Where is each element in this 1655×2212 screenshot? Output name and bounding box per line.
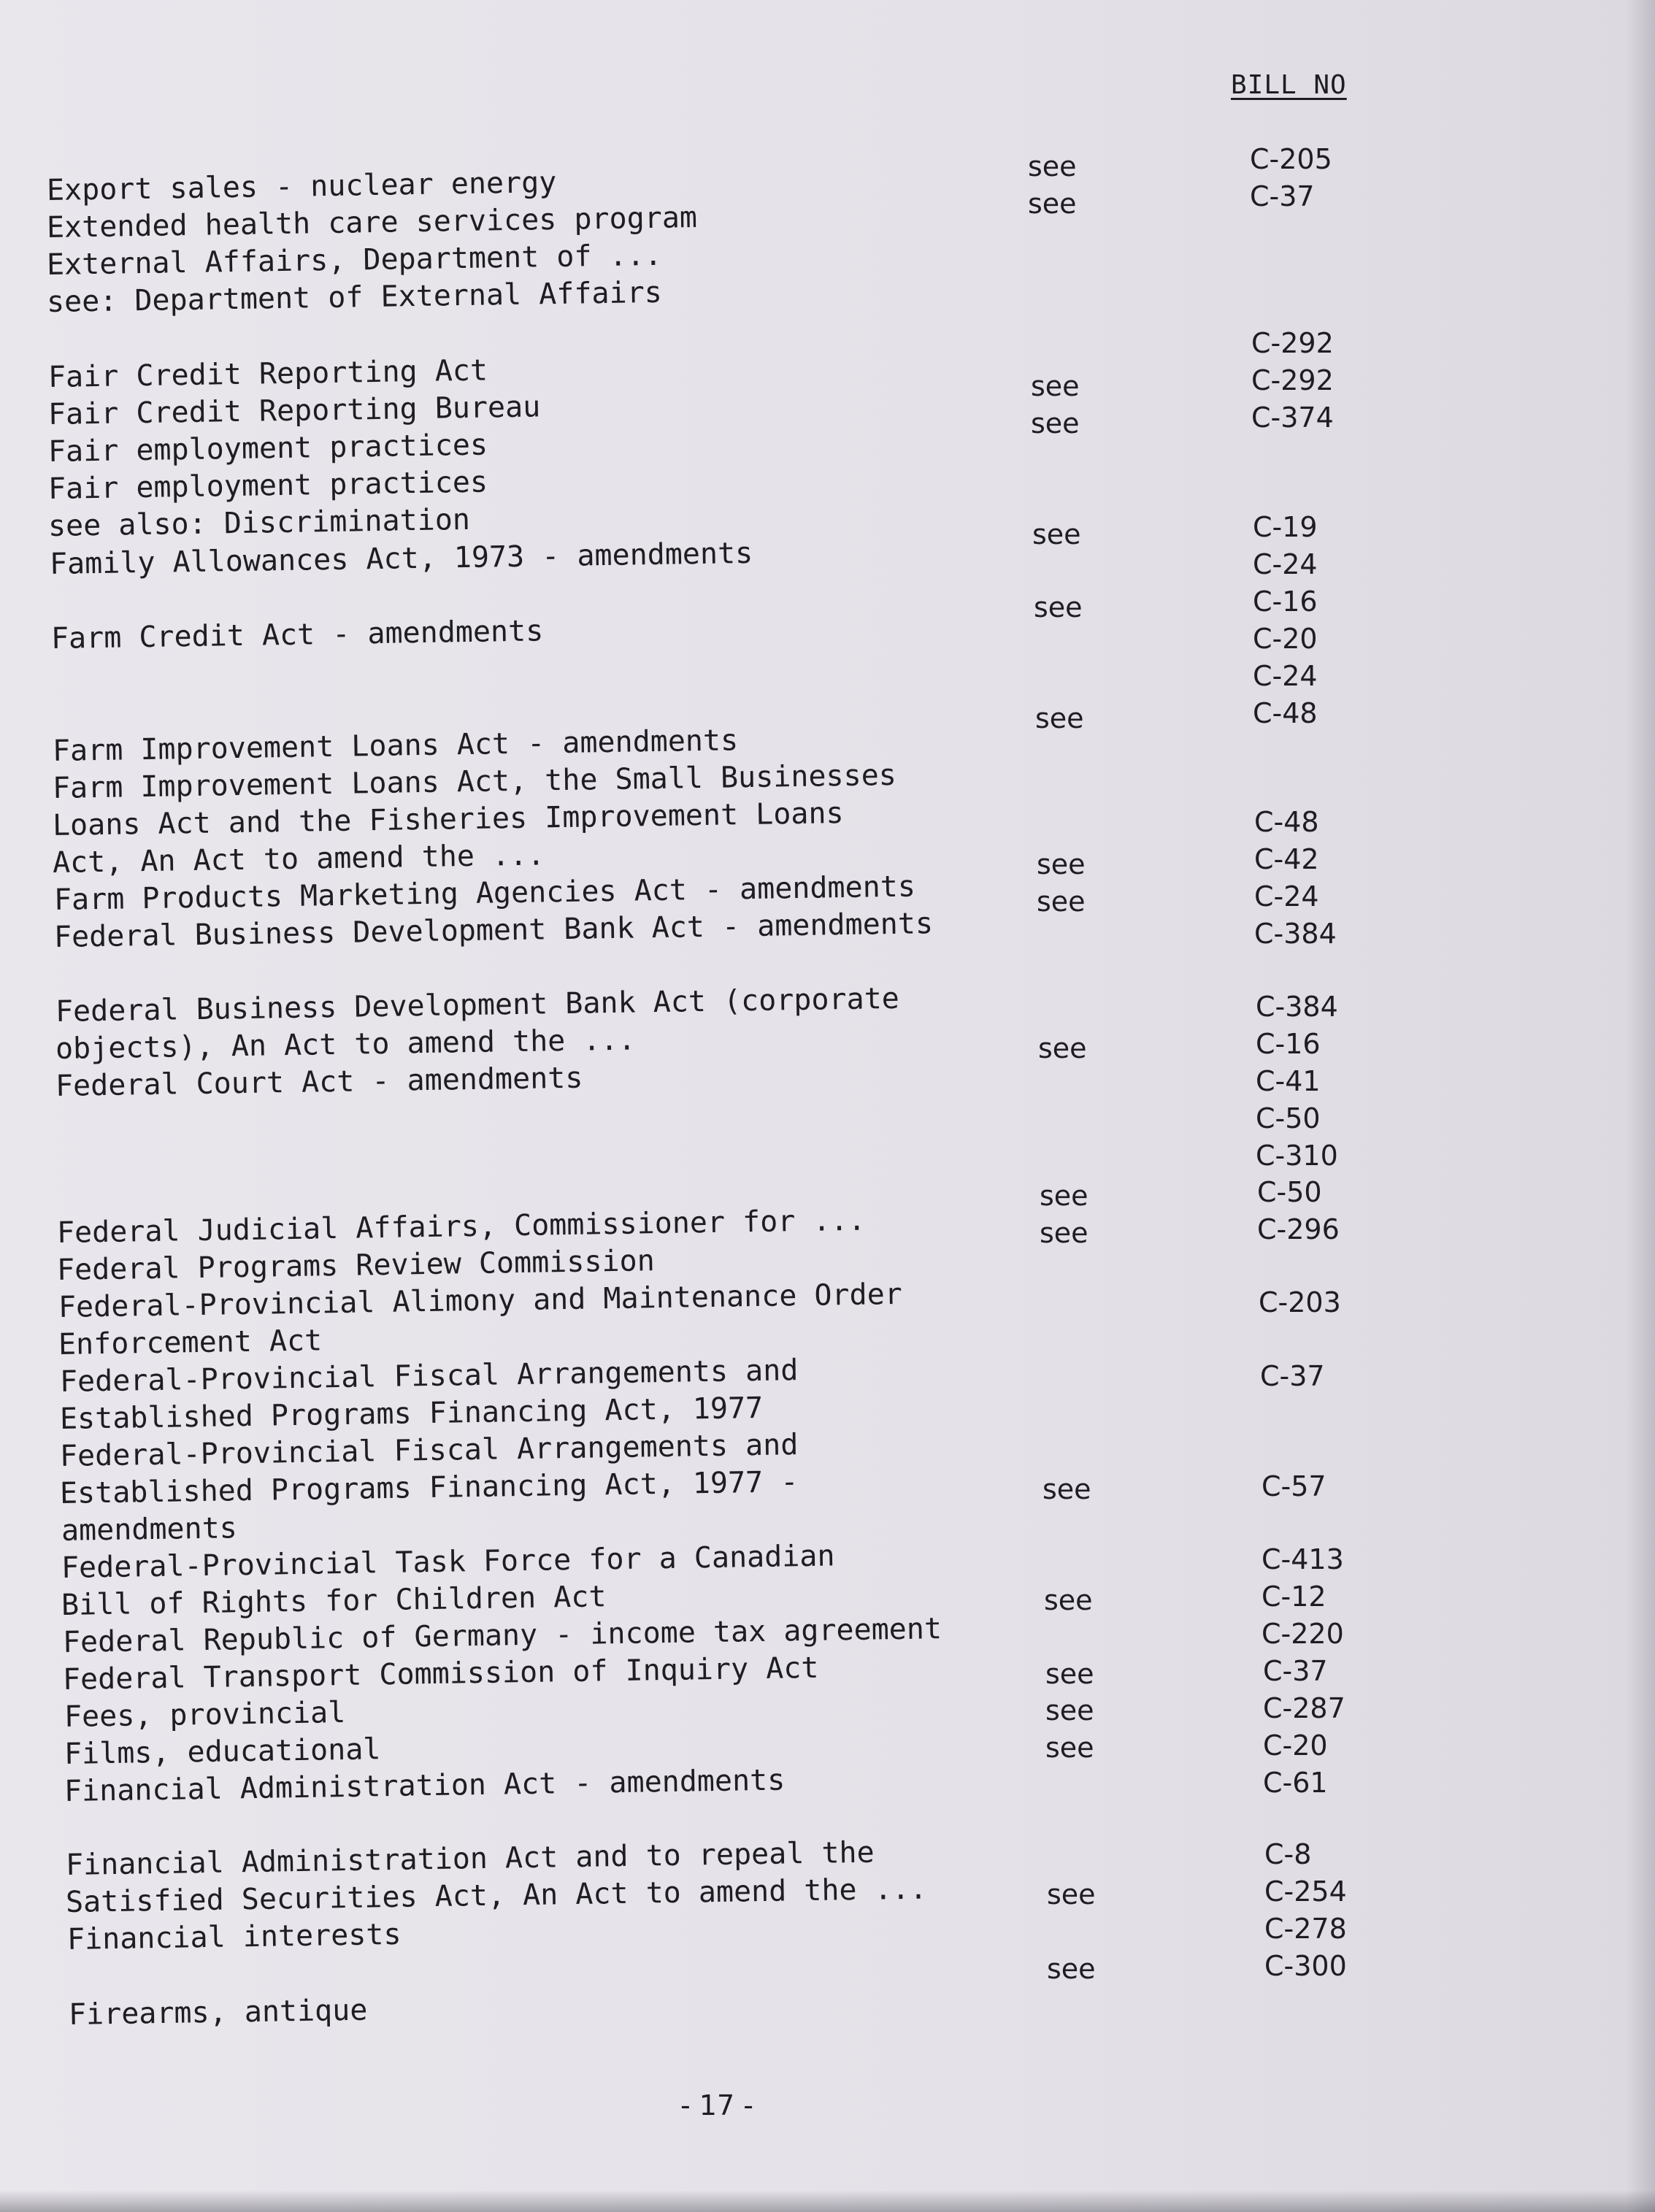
index-entry: Bill of Rights for Children Act [61, 1580, 607, 1622]
index-entry: Federal Republic of Germany - income tax agreement [62, 1612, 942, 1659]
index-entry: Established Programs Financing Act, 1977 [59, 1391, 764, 1436]
bill-number: C-220 [1262, 1618, 1344, 1650]
see-label: see [1028, 150, 1077, 183]
see-label: see [1037, 848, 1086, 880]
index-entry: Federal Transport Commission of Inquiry Act [62, 1651, 819, 1697]
index-entry: Farm Improvement Loans Act, the Small Businesses [52, 758, 897, 805]
see-label: see [1047, 1878, 1096, 1910]
index-entry: Federal-Provincial Task Force for a Canadian [61, 1539, 835, 1585]
index-entry: Financial Administration Act and to repeal the [65, 1835, 875, 1882]
index-entry: Fair employment practices [47, 465, 488, 506]
index-entry: Established Programs Financing Act, 1977 - [59, 1465, 799, 1510]
page-edge-shadow [1626, 0, 1655, 2212]
index-entry: amendments [61, 1511, 238, 1548]
bill-number: C-384 [1254, 918, 1337, 950]
bill-number: C-296 [1257, 1213, 1340, 1245]
see-label: see [1032, 518, 1081, 550]
index-entry: see also: Discrimination [47, 502, 471, 543]
bill-number: C-413 [1262, 1543, 1344, 1575]
see-label: see [1037, 886, 1086, 918]
see-label: see [1047, 1953, 1096, 1985]
bill-number: C-50 [1257, 1176, 1322, 1208]
bill-number: C-20 [1253, 623, 1318, 655]
bill-number: C-24 [1254, 880, 1319, 913]
index-entry: Fair Credit Reporting Act [47, 353, 488, 394]
index-entry: Federal Judicial Affairs, Commissioner for ... [56, 1203, 867, 1250]
see-label: see [1045, 1694, 1094, 1727]
index-entry: Federal-Provincial Fiscal Arrangements and [59, 1428, 799, 1473]
index-entry: Films, educational [64, 1732, 381, 1771]
index-entry: Financial interests [66, 1917, 402, 1956]
index-entry: Farm Credit Act - amendments [50, 614, 544, 656]
see-label: see [1044, 1584, 1093, 1616]
index-entry: objects), An Act to amend the ... [55, 1023, 636, 1066]
see-label: see [1031, 407, 1080, 439]
bill-number: C-374 [1251, 402, 1334, 434]
bill-number: C-42 [1254, 843, 1319, 875]
index-entry: see: Department of External Affairs [46, 275, 663, 319]
see-label: see [1034, 591, 1083, 623]
index-entry: External Affairs, Department of ... [46, 238, 663, 282]
bill-number: C-300 [1264, 1950, 1347, 1982]
see-label: see [1031, 370, 1080, 402]
index-entry: Fair Credit Reporting Bureau [47, 390, 541, 431]
bill-number: C-205 [1250, 143, 1332, 175]
index-entry: Federal-Provincial Fiscal Arrangements and [59, 1353, 799, 1399]
index-entry: Loans Act and the Fisheries Improvement Loans [52, 796, 844, 842]
index-entry: Federal Programs Review Commission [56, 1244, 656, 1287]
bill-number: C-57 [1262, 1470, 1326, 1502]
see-label: see [1040, 1217, 1088, 1249]
see-label: see [1035, 702, 1084, 734]
index-entry: Firearms, antique [68, 1993, 368, 2032]
bill-number: C-50 [1256, 1102, 1321, 1134]
index-entry: Farm Products Marketing Agencies Act - amendments [53, 869, 916, 917]
bill-number: C-287 [1263, 1692, 1345, 1724]
index-entry: Fees, provincial [64, 1695, 346, 1734]
bill-number: C-203 [1259, 1286, 1341, 1318]
bill-number: C-278 [1264, 1913, 1347, 1945]
index-entry: Farm Improvement Loans Act - amendments [52, 723, 739, 768]
bill-number: C-292 [1251, 364, 1334, 396]
bill-number: C-37 [1260, 1360, 1325, 1392]
see-label: see [1045, 1658, 1094, 1690]
see-label: see [1040, 1180, 1088, 1212]
index-entry: Satisfied Securities Act, An Act to amend the ... [65, 1872, 928, 1919]
page-bottom-shadow [0, 2190, 1655, 2212]
bill-number: C-16 [1256, 1028, 1321, 1060]
index-entry: Federal Court Act - amendments [55, 1061, 583, 1103]
index-entry: Financial Administration Act - amendments [64, 1763, 786, 1808]
index-entry: Federal Business Development Bank Act - amendments [53, 907, 934, 954]
see-label: see [1038, 1032, 1087, 1064]
bill-number: C-310 [1256, 1140, 1338, 1172]
bill-number: C-16 [1253, 585, 1318, 618]
index-entry: Export sales - nuclear energy [46, 166, 557, 207]
bill-no-header: BILL NO [1231, 70, 1347, 100]
bill-number: C-19 [1253, 511, 1318, 543]
index-entry: Fair employment practices [47, 428, 488, 469]
index-entry: Extended health care services program [46, 201, 698, 245]
bill-number: C-384 [1256, 991, 1338, 1023]
page-number: - 17 - [680, 2089, 753, 2121]
bill-number: C-37 [1263, 1655, 1328, 1687]
bill-number: C-61 [1263, 1767, 1328, 1799]
bill-number: C-41 [1256, 1065, 1321, 1097]
bill-number: C-24 [1253, 548, 1318, 580]
index-entry: Family Allowances Act, 1973 - amendments [49, 536, 753, 581]
see-label: see [1042, 1473, 1091, 1505]
index-entry: Federal Business Development Bank Act (corporate [55, 981, 900, 1029]
index-entry: Act, An Act to amend the ... [52, 838, 545, 880]
bill-number: C-48 [1254, 806, 1319, 838]
see-label: see [1028, 188, 1077, 220]
see-label: see [1045, 1732, 1094, 1764]
index-entry: Federal-Provincial Alimony and Maintenance Order [58, 1277, 903, 1324]
bill-number: C-37 [1250, 180, 1315, 212]
bill-number: C-254 [1264, 1875, 1347, 1908]
bill-number: C-292 [1251, 327, 1334, 359]
index-entry: Enforcement Act [58, 1324, 323, 1362]
bill-number: C-8 [1264, 1838, 1312, 1870]
bill-number: C-20 [1263, 1729, 1328, 1762]
bill-number: C-48 [1253, 697, 1318, 729]
bill-number: C-24 [1253, 660, 1318, 692]
bill-number: C-12 [1262, 1581, 1326, 1613]
